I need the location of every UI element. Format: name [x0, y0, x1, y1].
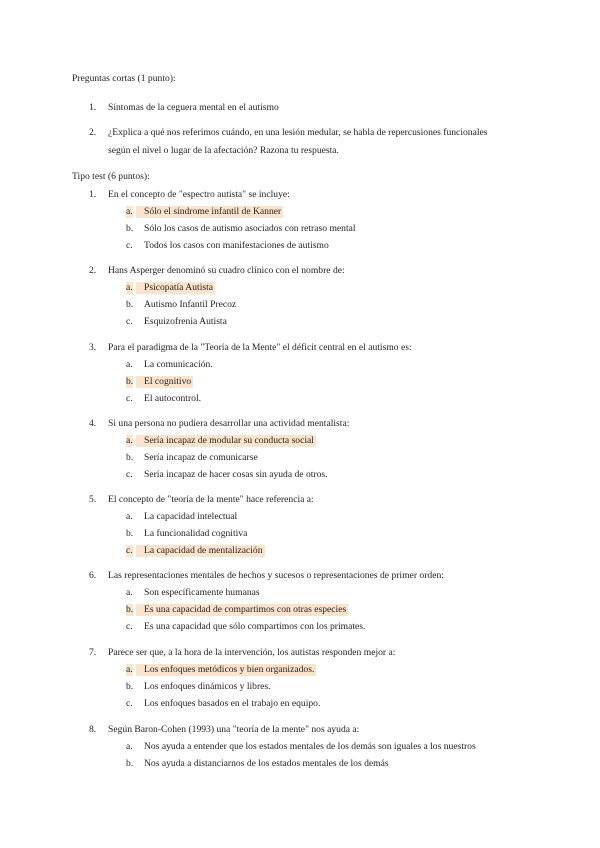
option-text: El autocontrol. — [144, 392, 202, 404]
option-text: Autismo Infantil Precoz — [144, 298, 237, 310]
option-letter: b. — [126, 680, 134, 692]
option-text: La comunicación. — [144, 359, 213, 370]
short-question-text: Síntomas de la ceguera mental en el autismo — [108, 102, 279, 113]
option-letter: b. — [126, 298, 134, 310]
option-letter: c. — [126, 239, 133, 251]
option-letter: a. — [126, 587, 133, 598]
option-text: Sería incapaz de comunicarse — [144, 451, 258, 463]
option-letter: a. — [126, 511, 133, 522]
test-question-number: 5. — [89, 494, 97, 505]
option-letter: b. — [126, 451, 134, 463]
option-text: La capacidad de mentalización — [136, 545, 265, 557]
test-question-text: El concepto de "teoría de la mente" hace referencia a: — [108, 494, 314, 505]
test-question-text: Según Baron-Cohen (1993) una "teoría de la mente" nos ayuda a: — [108, 724, 360, 735]
option-text: Psicopatía Autista — [136, 282, 215, 294]
option-letter: c. — [126, 392, 133, 404]
option-letter: b. — [126, 527, 134, 539]
option-letter: b. — [126, 603, 134, 615]
test-question-number: 2. — [89, 265, 97, 276]
option-letter: a. — [126, 359, 133, 370]
option-text: El cognitivo — [136, 376, 193, 388]
test-question-number: 4. — [89, 418, 97, 429]
short-question-text: ¿Explica a qué nos referimos cuándo, en una lesión medular, se habla de repercusiones funcionales — [108, 127, 488, 138]
test-question-number: 3. — [89, 342, 97, 353]
option-letter: c. — [126, 620, 133, 632]
option-text: Los enfoques dinámicos y libres. — [144, 680, 271, 692]
option-letter: c. — [126, 697, 133, 709]
test-question-number: 7. — [89, 647, 97, 658]
option-text: Es una capacidad que sólo compartimos con los primates. — [144, 620, 366, 632]
option-letter: a. — [126, 435, 133, 446]
option-text: Todos los casos con manifestaciones de autismo — [144, 239, 329, 251]
test-question-text: Para el paradigma de la "Teoría de la Mente" el déficit central en el autismo es: — [108, 342, 412, 353]
test-question-number: 8. — [89, 724, 97, 735]
option-letter: a. — [126, 664, 133, 675]
option-letter: b. — [126, 375, 134, 387]
option-letter: a. — [126, 741, 133, 752]
test-question-text: En el concepto de "espectro autista" se incluye: — [108, 189, 290, 200]
option-text: Los enfoques metódicos y bien organizados. — [136, 664, 316, 676]
option-text: La funcionalidad cognitiva — [144, 527, 248, 539]
option-text: Sólo el síndrome infantil de Kanner — [136, 206, 283, 218]
test-question-text: Hans Asperger denominó su cuadro clínico con el nombre de: — [108, 265, 345, 276]
option-text: Nos ayuda a distanciarnos de los estados mentales de los demás — [144, 757, 389, 769]
option-letter: c. — [126, 544, 133, 556]
test-question-number: 6. — [89, 570, 97, 581]
option-letter: a. — [126, 282, 133, 293]
option-text: Es una capacidad de compartimos con otras especies — [136, 604, 348, 616]
short-question-text: según el nivel o lugar de la afectación? Razona tu respuesta. — [108, 145, 339, 156]
test-question-number: 1. — [89, 189, 97, 200]
test-heading: Tipo test (6 puntos): — [72, 171, 150, 182]
test-question-text: Parece ser que, a la hora de la intervención, los autistas responden mejor a: — [108, 647, 396, 658]
test-question-text: Si una persona no pudiera desarrollar una actividad mentalista: — [108, 418, 350, 429]
option-letter: b. — [126, 222, 134, 234]
option-text: Sólo los casos de autismo asociados con retraso mental — [144, 222, 356, 234]
short-questions-heading: Preguntas cortas (1 punto): — [72, 73, 176, 84]
option-letter: c. — [126, 468, 133, 480]
option-text: Los enfoques basados en el trabajo en equipo. — [144, 697, 321, 709]
option-text: Son específicamente humanas — [144, 587, 260, 598]
option-text: Sería incapaz de hacer cosas sin ayuda de otros. — [144, 468, 328, 480]
option-letter: b. — [126, 757, 134, 769]
option-text: Nos ayuda a entender que los estados mentales de los demás son iguales a los nuestros — [144, 741, 476, 752]
option-text: Esquizofrenia Autista — [144, 315, 227, 327]
option-text: La capacidad intelectual — [144, 511, 238, 522]
test-question-text: Las representaciones mentales de hechos y sucesos o representaciones de primer orden: — [108, 570, 444, 581]
short-question-number: 2. — [89, 127, 97, 138]
option-letter: a. — [126, 206, 133, 217]
option-letter: c. — [126, 315, 133, 327]
option-text: Sería incapaz de modular su conducta social — [136, 435, 316, 447]
short-question-number: 1. — [89, 102, 97, 113]
